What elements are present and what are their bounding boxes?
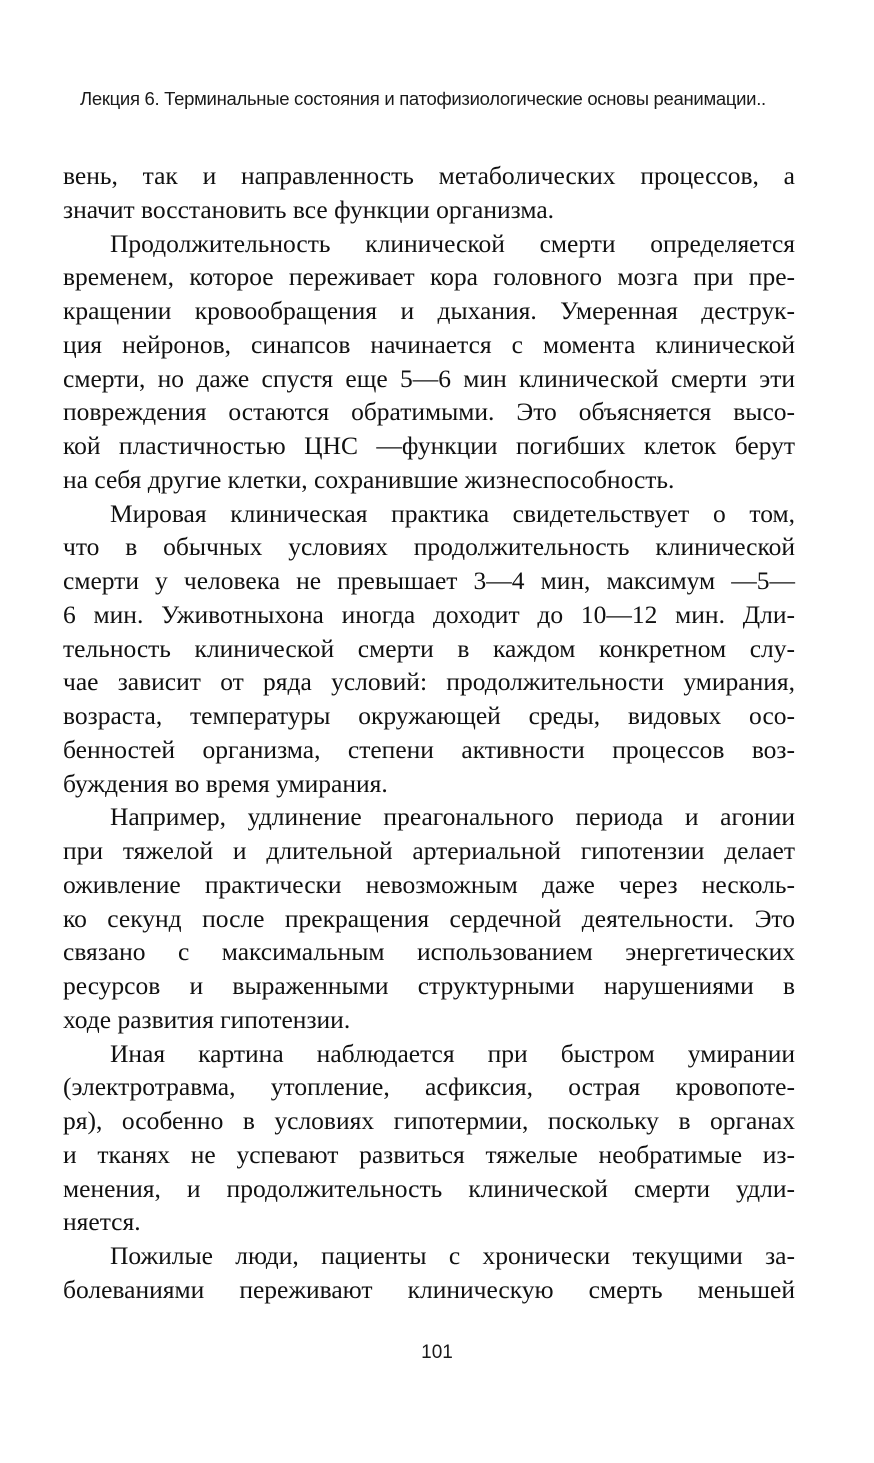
text-line: бенностей организма, степени активности процессов воз-	[63, 734, 795, 764]
text-line: няется.	[63, 1207, 141, 1237]
text-line: вень, так и направленность метаболических процессов, а	[63, 161, 795, 190]
text-line: оживление практически невозможным даже через несколь-	[63, 869, 795, 899]
text-line: буждения во время умирания.	[63, 768, 388, 798]
text-line: Пожилые люди, пациенты с хронически текущими за-	[110, 1241, 795, 1270]
text-line: значит восстановить все функции организма.	[63, 194, 555, 224]
text-line: ресурсов и выраженными структурными нарушениями в	[63, 971, 795, 1000]
text-line: кращении кровообращения и дыхания. Умеренная деструк-	[63, 296, 795, 325]
text-line: при тяжелой и длительной артериальной гипотензии делает	[63, 836, 795, 865]
text-line: ходе развития гипотензии.	[63, 1004, 351, 1034]
text-line: ко секунд после прекращения сердечной деятельности. Это	[63, 903, 795, 933]
text-line: возраста, температуры окружающей среды, видовых осо-	[63, 701, 795, 730]
text-line: что в обычных условиях продолжительность клинической	[63, 532, 795, 562]
text-line: Продолжительность клинической смерти определяется	[110, 228, 795, 258]
text-line: смерти у человека не превышает 3—4 мин, максимум —5—	[63, 566, 795, 595]
text-line: (электротравма, утопление, асфиксия, острая кровопоте-	[63, 1072, 795, 1102]
text-line: 6 мин. Уживотныхона иногда доходит до 10—12 мин. Дли-	[63, 599, 795, 629]
text-line: ря), особенно в условиях гипотермии, поскольку в органах	[63, 1106, 795, 1135]
text-line: менения, и продолжительность клинической смерти удли-	[63, 1173, 795, 1203]
text-line: Иная картина наблюдается при быстром умирании	[110, 1038, 795, 1068]
text-line: временем, которое переживает кора головного мозга при пре-	[63, 262, 795, 292]
text-line: кой пластичностью ЦНС —функции погибших клеток берут	[63, 431, 795, 460]
page-number: 101	[421, 1342, 453, 1363]
text-line: Мировая клиническая практика свидетельствует о том,	[110, 498, 795, 528]
text-line: повреждения остаются обратимыми. Это объясняется высо-	[63, 397, 795, 427]
text-line: Например, удлинение преагонального периода и агонии	[110, 802, 795, 832]
text-line: ция нейронов, синапсов начинается с момента клинической	[63, 329, 795, 359]
text-line: на себя другие клетки, сохранившие жизнеспособность.	[63, 464, 675, 494]
text-line: болеваниями переживают клиническую смерть меньшей	[63, 1274, 795, 1304]
text-line: связано с максимальным использованием энергетических	[63, 937, 795, 967]
text-line: смерти, но даже спустя еще 5—6 мин клинической смерти эти	[63, 363, 795, 393]
text-line: чае зависит от ряда условий: продолжительности умирания,	[63, 667, 795, 697]
body-text	[63, 159, 795, 1307]
text-line: тельность клинической смерти в каждом конкретном слу-	[63, 633, 795, 663]
text-line: и тканях не успевают развиться тяжелые необратимые из-	[63, 1139, 795, 1169]
running-header: Лекция 6. Терминальные состояния и патофизиологические основы реанимации..	[80, 88, 766, 109]
